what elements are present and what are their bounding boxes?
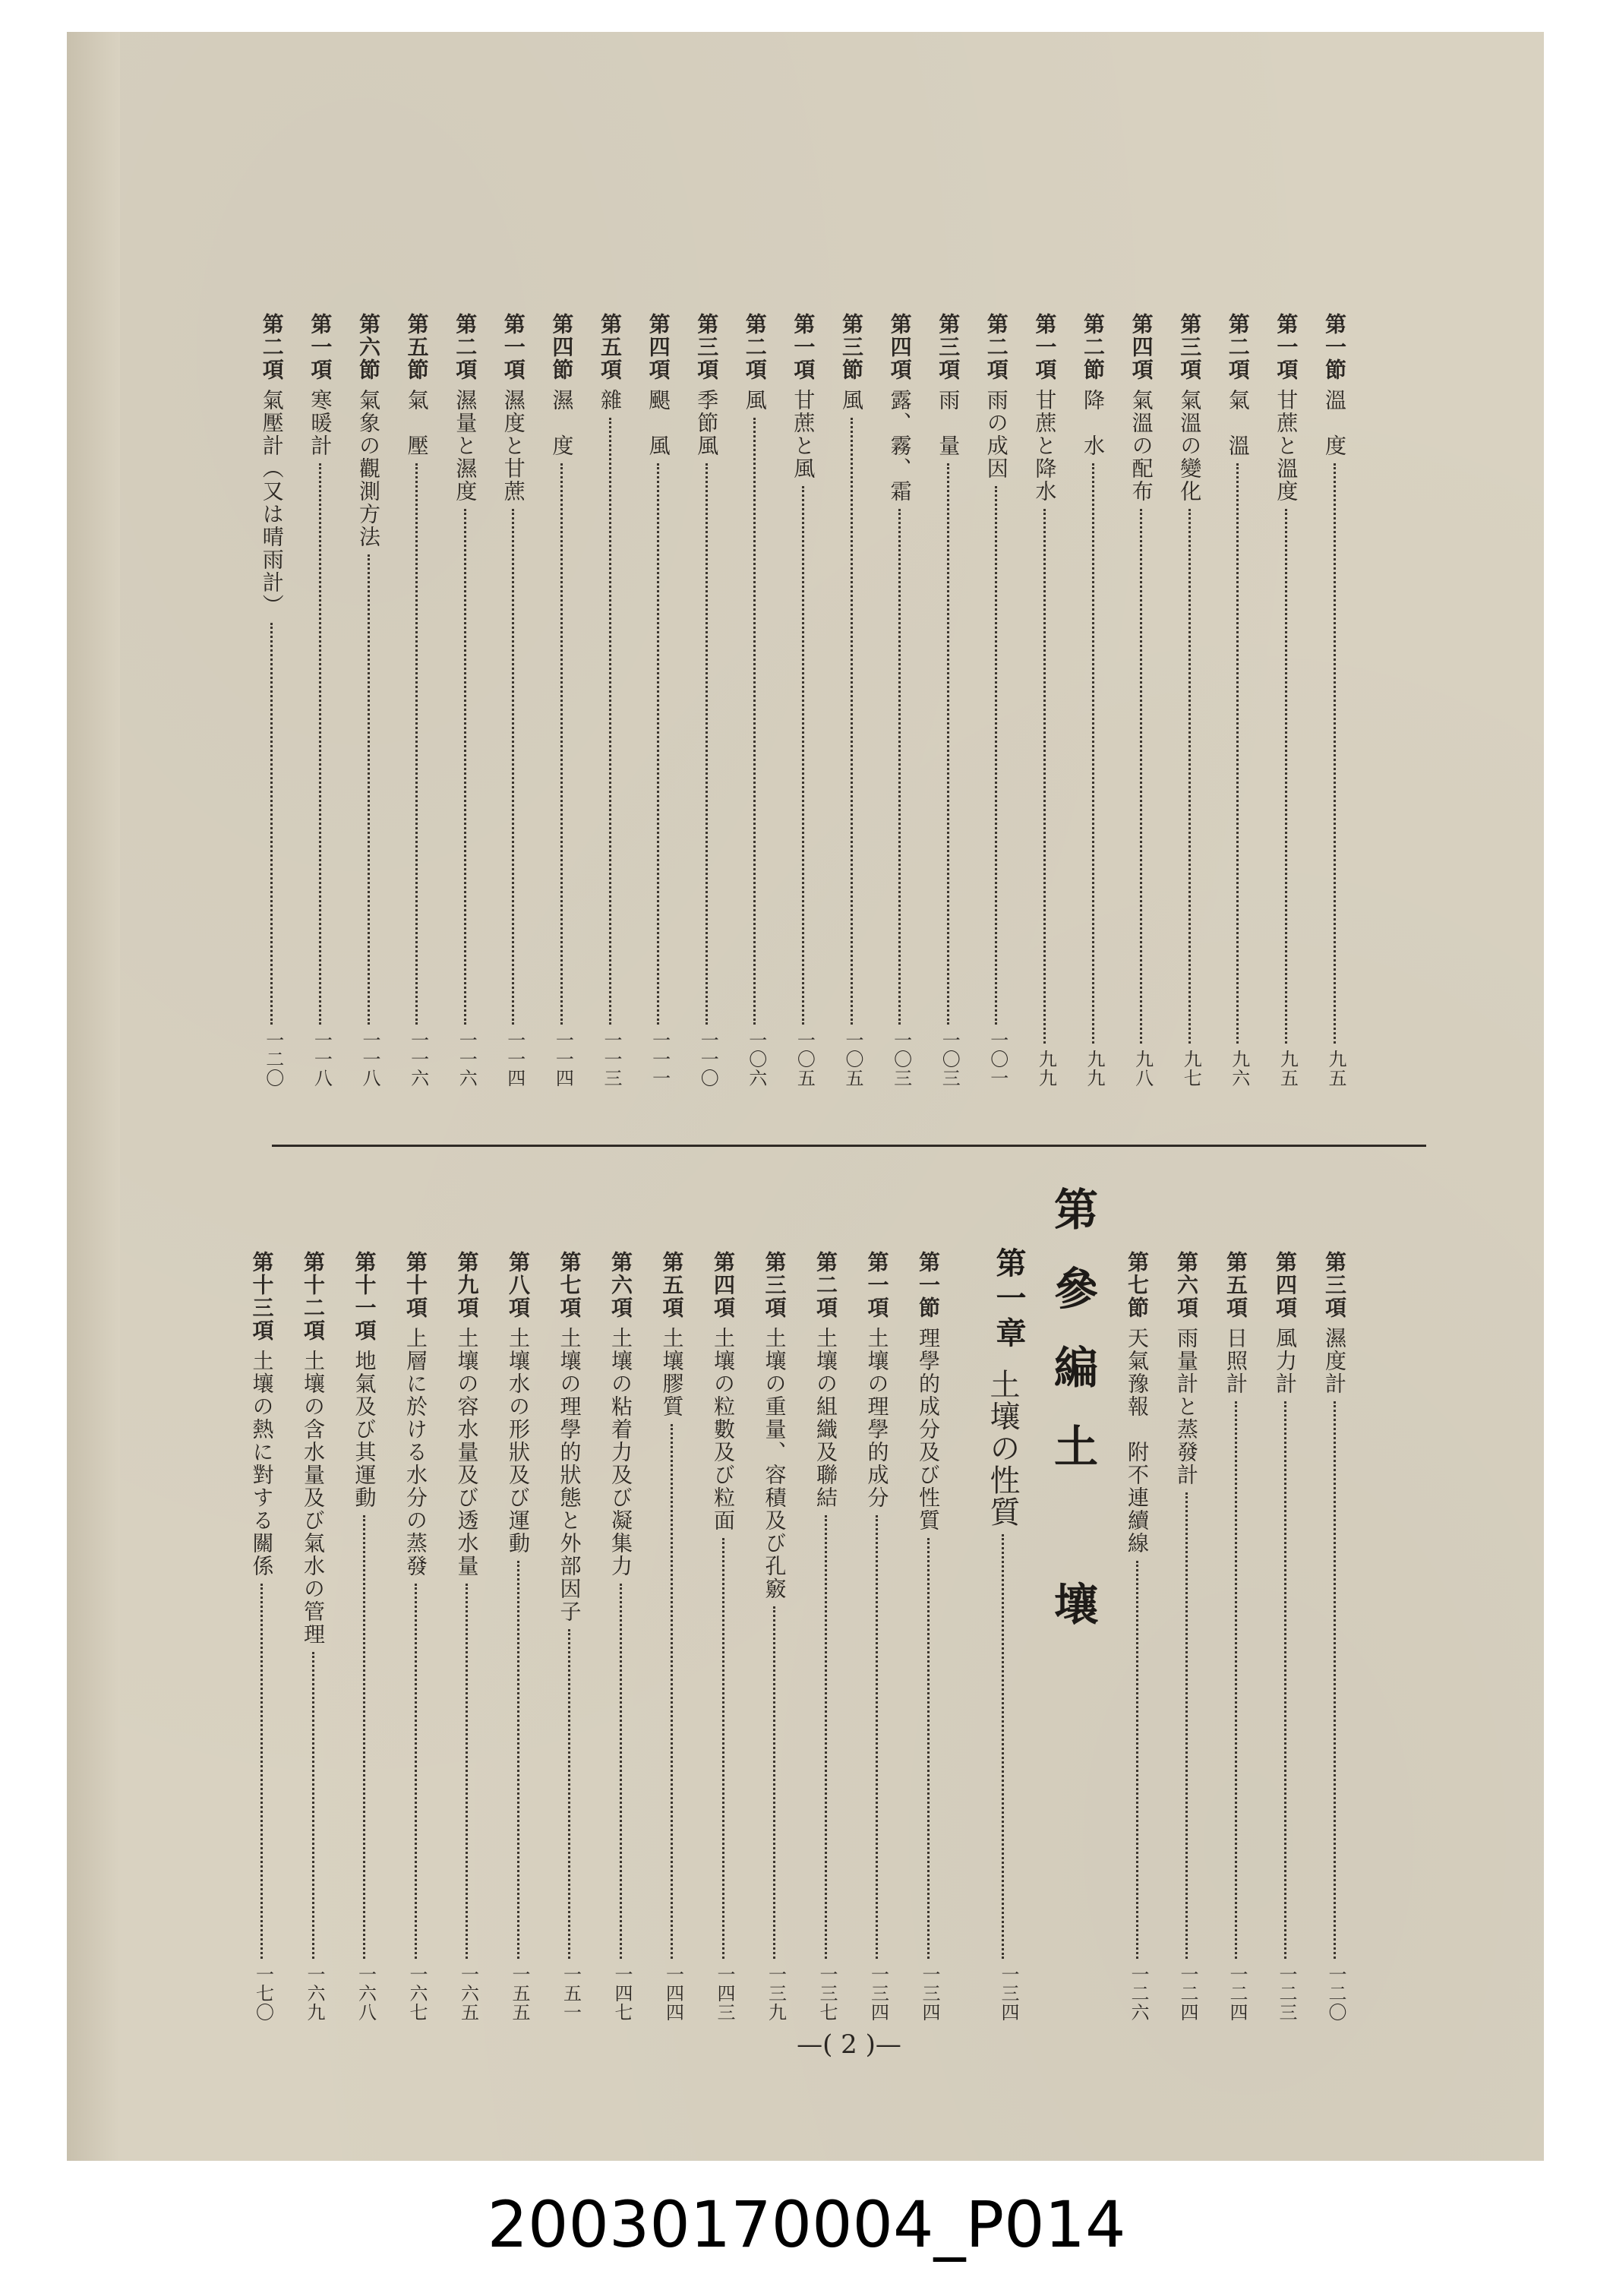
entry-title: 上層に於ける水分の蒸發 — [403, 1327, 428, 1578]
entry-page: 一〇三 — [939, 1031, 961, 1088]
toc-entry — [917, 1251, 939, 2022]
entry-page: 一一四 — [552, 1031, 574, 1088]
entry-title: 氣 溫 — [1225, 389, 1251, 457]
entry-label: 第一項 — [308, 313, 333, 381]
entry-label: 第一節 — [1322, 313, 1347, 381]
dot-leader — [1185, 1492, 1188, 1959]
entry-title: 甘蔗と風 — [791, 389, 816, 480]
entry-title: 土壤の粒數及び粒面 — [711, 1327, 736, 1532]
entry-page: 一一一 — [649, 1031, 671, 1088]
toc-entry — [983, 313, 1009, 1088]
entry-label: 第五項 — [659, 1251, 685, 1319]
dot-leader — [876, 1515, 878, 1959]
entry-label: 第十三項 — [249, 1251, 275, 1342]
entry-label: 第五項 — [1223, 1251, 1248, 1319]
toc-entry — [1225, 1251, 1246, 2022]
part-label: 第參編 — [1046, 1186, 1098, 1423]
entry-label: 第六項 — [608, 1251, 633, 1319]
entry-title: 土壤の容水量及び透水量 — [454, 1327, 480, 1578]
entry-page: 九八 — [1132, 1050, 1154, 1088]
entry-title: 寒暖計 — [308, 389, 333, 457]
entry-title: 氣溫の變化 — [1177, 389, 1203, 503]
toc-entry — [251, 1251, 273, 2022]
entry-label: 第三節 — [839, 313, 864, 381]
toc-entry — [694, 313, 720, 1088]
entry-label: 第一項 — [500, 313, 526, 381]
entry-page: 九五 — [1277, 1050, 1299, 1088]
entry-label: 第四節 — [549, 313, 575, 381]
toc-entry — [1125, 1251, 1150, 2022]
entry-page: 九五 — [1325, 1050, 1346, 1088]
dot-leader — [609, 418, 611, 1025]
toc-entry — [841, 313, 862, 1088]
entry-label: 第一項 — [791, 313, 816, 381]
entry-page: 一一六 — [456, 1031, 478, 1088]
toc-entry — [456, 1251, 478, 2022]
entry-page: 一二四 — [1177, 1965, 1198, 2022]
entry-title: 土壤の粘着力及び凝集力 — [608, 1327, 633, 1578]
entry-title: 天氣豫報 附不連續線 — [1125, 1327, 1150, 1555]
entry-label: 第二項 — [983, 313, 1009, 381]
entry-title: 土壤膠質 — [659, 1327, 685, 1418]
dot-leader — [620, 1584, 622, 1959]
entry-label: 第十項 — [403, 1251, 428, 1319]
dot-leader — [517, 1561, 519, 1959]
entry-page: 一一八 — [311, 1031, 333, 1088]
toc-entry — [866, 1251, 888, 2022]
entry-label: 第十二項 — [301, 1251, 326, 1342]
dot-leader — [270, 623, 273, 1025]
entry-page: 一二六 — [1128, 1965, 1149, 2022]
entry-label: 第一項 — [1274, 313, 1299, 381]
entry-page: 一二〇 — [1325, 1965, 1346, 2022]
dot-leader — [1334, 1401, 1336, 1959]
entry-label: 第四項 — [887, 313, 913, 381]
entry-page: 一二〇 — [262, 1031, 284, 1088]
entry-title: 雨量計と蒸發計 — [1174, 1327, 1199, 1486]
entry-page: 一六八 — [355, 1965, 377, 2022]
entry-page: 一三九 — [765, 1965, 787, 2022]
toc-entry — [791, 313, 816, 1088]
entry-label: 第十一項 — [352, 1251, 377, 1342]
entry-title: 溫 度 — [1322, 389, 1347, 457]
entry-title: 土壤の含水量及び氣水の管理 — [301, 1350, 326, 1646]
entry-label: 第六項 — [1174, 1251, 1199, 1319]
toc-entry — [661, 1251, 683, 2022]
entry-page: 一〇三 — [890, 1031, 912, 1088]
entry-label: 第二項 — [259, 313, 285, 381]
scanned-page — [67, 32, 1544, 2161]
dot-leader — [415, 1584, 417, 1959]
dot-leader — [1334, 463, 1336, 1044]
entry-label: 第三項 — [936, 313, 961, 381]
toc-entry — [1225, 313, 1251, 1088]
entry-title: 土壤水の形狀及び運動 — [506, 1327, 531, 1555]
entry-title: 日照計 — [1223, 1327, 1248, 1395]
toc-entry — [815, 1251, 836, 2022]
dot-leader — [363, 1515, 365, 1959]
entry-label: 第四項 — [1128, 313, 1154, 381]
entry-page: 一〇五 — [794, 1031, 816, 1088]
entry-title: 濕度計 — [1322, 1327, 1347, 1395]
toc-entry — [453, 313, 478, 1088]
entry-page: 一一三 — [601, 1031, 622, 1088]
entry-page: 一四四 — [662, 1965, 684, 2022]
entry-title: 濕 度 — [549, 389, 575, 457]
dot-leader — [1284, 1401, 1286, 1959]
dot-leader — [466, 1584, 468, 1959]
dot-leader — [464, 509, 466, 1025]
entry-title: 降 水 — [1081, 389, 1106, 457]
dot-leader — [568, 1629, 570, 1959]
dot-leader — [1002, 1534, 1004, 1959]
entry-page: 一七〇 — [252, 1965, 274, 2022]
entry-label: 第四項 — [711, 1251, 736, 1319]
toc-entry — [500, 313, 526, 1088]
dot-leader — [722, 1538, 724, 1959]
toc-entry — [308, 313, 333, 1088]
dot-leader — [1285, 509, 1287, 1044]
entry-title: 地氣及び其運動 — [352, 1350, 377, 1509]
entry-title: 風力計 — [1273, 1327, 1298, 1395]
toc-entry — [1274, 313, 1299, 1088]
dot-leader — [319, 463, 321, 1025]
entry-page: 九九 — [1084, 1050, 1105, 1088]
toc-entry — [742, 313, 768, 1088]
entry-label: 第一項 — [1032, 313, 1058, 381]
dot-leader — [671, 1424, 673, 1959]
page-folio: —( 2 )— — [797, 2029, 901, 2060]
entry-title: 雨 量 — [936, 389, 961, 457]
entry-title: 氣壓計（又は晴雨計） — [259, 389, 285, 617]
entry-label: 第二項 — [813, 1251, 838, 1319]
entry-page: 一五五 — [509, 1965, 530, 2022]
entry-label: 第三項 — [1177, 313, 1203, 381]
toc-entry — [1324, 313, 1345, 1088]
toc-entry — [1177, 313, 1203, 1088]
toc-entry — [354, 1251, 375, 2022]
entry-title: 雜 — [598, 389, 623, 412]
entry-title: 甘蔗と溫度 — [1274, 389, 1299, 503]
entry-label: 第二項 — [742, 313, 768, 381]
dot-leader — [851, 418, 853, 1025]
toc-entry — [507, 1251, 529, 2022]
toc-entry — [1274, 1251, 1296, 2022]
dot-leader — [512, 509, 514, 1025]
toc-entry — [936, 313, 961, 1088]
dot-leader — [1236, 463, 1239, 1044]
entry-label: 第三項 — [1322, 1251, 1347, 1319]
toc-entry — [648, 313, 669, 1088]
toc-entry — [261, 313, 283, 1088]
entry-title: 季節風 — [694, 389, 720, 457]
part-heading — [1040, 1186, 1104, 1660]
dot-leader — [1235, 1401, 1237, 1959]
entry-title: 甘蔗と降水 — [1032, 389, 1058, 503]
dot-leader — [773, 1606, 775, 1959]
toc-entry — [1081, 313, 1106, 1088]
dot-leader — [1043, 509, 1046, 1044]
entry-label: 第五項 — [598, 313, 623, 381]
entry-page: 一六九 — [304, 1965, 325, 2022]
entry-page: 一一八 — [359, 1031, 380, 1088]
entry-label: 第一節 — [916, 1251, 941, 1319]
dot-leader — [825, 1515, 827, 1959]
part-title: 土 壤 — [1046, 1423, 1098, 1660]
toc-entry — [302, 1251, 324, 2022]
entry-label: 第一項 — [864, 1251, 890, 1319]
entry-label: 第三項 — [762, 1251, 788, 1319]
entry-page: 一〇一 — [986, 1031, 1009, 1088]
entry-page: 一六七 — [406, 1965, 428, 2022]
entry-label: 第二節 — [1081, 313, 1106, 381]
entry-label: 第二項 — [453, 313, 478, 381]
toc-entry — [358, 313, 379, 1088]
entry-page: 一三四 — [919, 1965, 940, 2022]
entry-title: 氣 壓 — [404, 389, 430, 457]
entry-title: 土壤の組織及聯結 — [813, 1327, 838, 1509]
dot-leader — [898, 509, 901, 1025]
entry-label: 第六節 — [356, 313, 381, 381]
entry-label: 第七項 — [557, 1251, 582, 1319]
entry-page: 一四七 — [611, 1965, 633, 2022]
entry-page: 一一六 — [407, 1031, 429, 1088]
entry-title: 氣溫の配布 — [1128, 389, 1154, 503]
chapter-entry — [987, 1369, 1018, 2022]
entry-title: 濕度と甘蔗 — [500, 389, 526, 503]
toc-entry — [406, 313, 428, 1088]
entry-label: 第三項 — [694, 313, 720, 381]
toc-entry — [1324, 1251, 1345, 2022]
section-divider — [272, 1145, 1426, 1147]
entry-page: 一三四 — [867, 1965, 889, 2022]
toc-entry — [610, 1251, 631, 2022]
entry-page: 九九 — [1035, 1050, 1057, 1088]
entry-title: 氣象の觀測方法 — [356, 389, 381, 548]
dot-leader — [705, 463, 708, 1025]
entry-page: 一三七 — [816, 1965, 838, 2022]
entry-label: 第九項 — [454, 1251, 480, 1319]
entry-page: 一四三 — [714, 1965, 735, 2022]
entry-label: 第四項 — [1273, 1251, 1298, 1319]
file-identifier: 20030170004_P014 — [487, 2187, 1126, 2262]
entry-page: 一〇五 — [842, 1031, 863, 1088]
chapter-title: 土壤の性質 — [985, 1369, 1020, 1528]
entry-title: 風 — [742, 389, 768, 412]
entry-page: 一一四 — [503, 1031, 526, 1088]
entry-label: 第二項 — [1225, 313, 1251, 381]
dot-leader — [657, 463, 659, 1025]
dot-leader — [927, 1538, 930, 1959]
entry-label: 第七節 — [1125, 1251, 1150, 1319]
toc-entry — [1128, 313, 1154, 1088]
entry-title: 濕量と濕度 — [453, 389, 478, 503]
entry-label: 第四項 — [646, 313, 671, 381]
dot-leader — [802, 486, 804, 1025]
entry-label: 第五節 — [404, 313, 430, 381]
entry-label: 第八項 — [506, 1251, 531, 1319]
toc-entry — [549, 313, 575, 1088]
dot-leader — [995, 486, 997, 1025]
dot-leader — [753, 418, 756, 1025]
toc-entry — [889, 313, 911, 1088]
entry-page: 一二三 — [1276, 1965, 1297, 2022]
entry-title: 風 — [839, 389, 864, 412]
entry-page: 九六 — [1228, 1050, 1250, 1088]
dot-leader — [1136, 1561, 1138, 1959]
entry-page: 一五一 — [560, 1965, 582, 2022]
toc-entry — [1176, 1251, 1197, 2022]
dot-leader — [1092, 463, 1094, 1044]
entry-title: 理學的成分及び性質 — [916, 1327, 941, 1532]
dot-leader — [312, 1652, 314, 1959]
dot-leader — [560, 463, 563, 1025]
entry-title: 颶 風 — [646, 389, 671, 457]
entry-title: 土壤の熱に對する關係 — [249, 1350, 275, 1578]
binding-gutter — [67, 32, 120, 2161]
dot-leader — [415, 463, 418, 1025]
toc-entry — [712, 1251, 734, 2022]
entry-title: 土壤の重量、容積及び孔竅 — [762, 1327, 788, 1600]
toc-entry — [405, 1251, 426, 2022]
toc-entry — [1032, 313, 1058, 1088]
entry-title: 土壤の理學的成分 — [864, 1327, 890, 1509]
entry-title: 土壤の理學的狀態と外部因子 — [557, 1327, 582, 1623]
dot-leader — [368, 554, 370, 1025]
entry-page: 一六五 — [457, 1965, 479, 2022]
chapter-label: 第一章 — [991, 1247, 1027, 1352]
chapter-page: 一三四 — [998, 1965, 1019, 2022]
dot-leader — [1140, 509, 1142, 1044]
entry-title: 露、霧、霜 — [887, 389, 913, 503]
entry-page: 一一〇 — [697, 1031, 719, 1088]
entry-page: 一二四 — [1226, 1965, 1248, 2022]
entry-page: 九七 — [1180, 1050, 1202, 1088]
entry-page: 一〇六 — [745, 1031, 767, 1088]
toc-entry — [559, 1251, 580, 2022]
dot-leader — [1188, 509, 1191, 1044]
toc-entry — [598, 313, 623, 1088]
dot-leader — [260, 1584, 263, 1959]
dot-leader — [947, 463, 949, 1025]
entry-title: 雨の成因 — [983, 389, 1009, 480]
toc-entry — [762, 1251, 788, 2022]
